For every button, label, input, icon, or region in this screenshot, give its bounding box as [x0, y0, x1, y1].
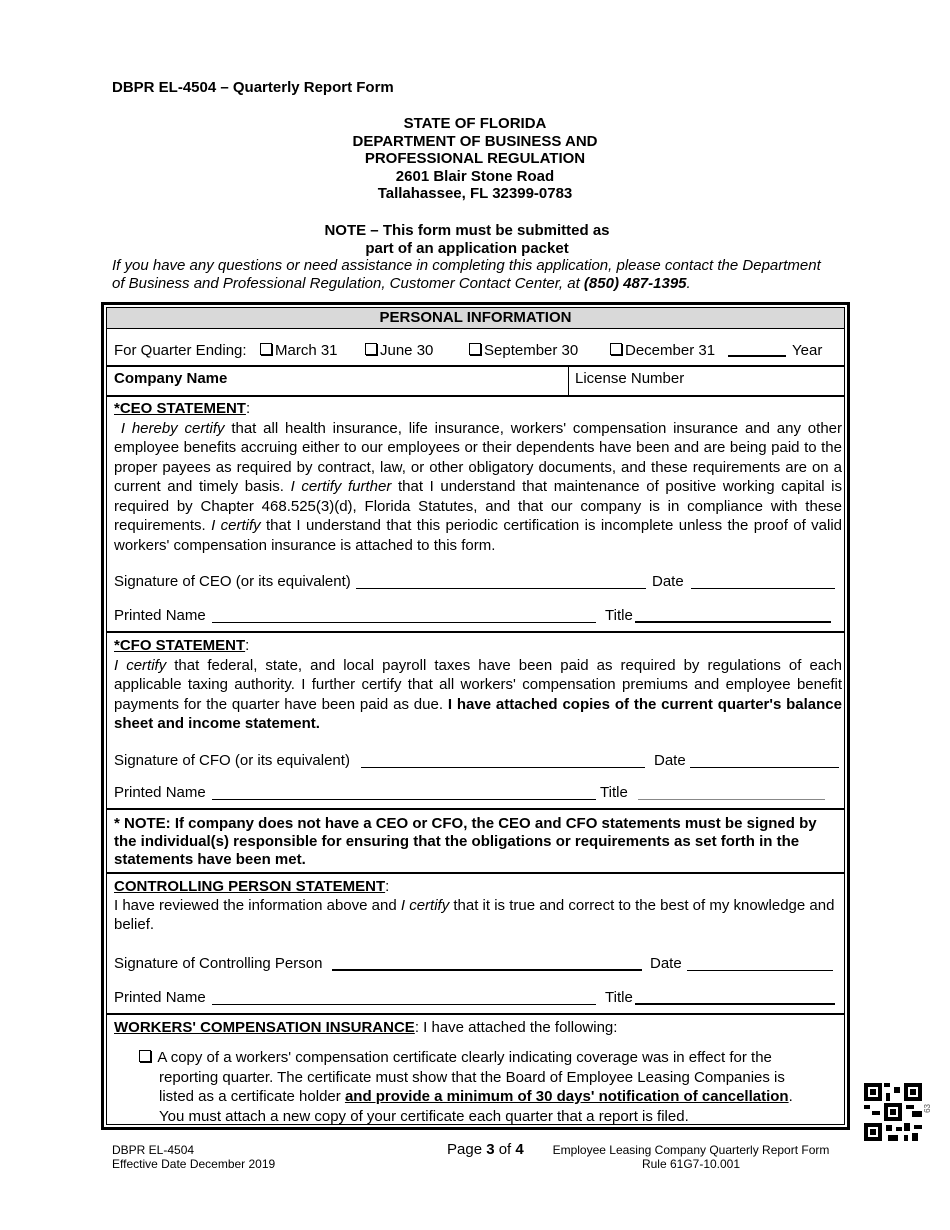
- divider: [107, 808, 844, 810]
- divider: [107, 395, 844, 397]
- controlling-em: I certify: [400, 897, 450, 914]
- ceo-cfo-note: * NOTE: If company does not have a CEO or CFO, the CEO and CFO statements must be signed by the individual(s) responsible for ensuring that the obligations or requirements as set forth in the statements have been met.: [114, 815, 817, 868]
- controlling-date-label: Date: [650, 955, 682, 972]
- ceo-text-2: that I understand that maintenance of positive working capital is required by Chapter 468.525(3)(d), Florida Statutes, and that our company is in compliance with these requirements.: [114, 478, 842, 534]
- form-inner: [106, 307, 845, 1125]
- checkbox-icon[interactable]: [365, 343, 377, 355]
- footer-form-title: Employee Leasing Company Quarterly Report Form: [552, 1143, 830, 1157]
- quarter-september[interactable]: [469, 342, 578, 359]
- footer-rule: Rule 61G7-10.001: [641, 1157, 741, 1171]
- page-current: 3: [486, 1141, 495, 1158]
- workers-comp-line: [139, 1087, 839, 1107]
- checkbox-icon[interactable]: [469, 343, 481, 355]
- ceo-text-3: that I understand that this periodic certification is incomplete unless the proof of valid workers' compensation insurance is attached to this form.: [114, 517, 843, 554]
- agency-line: STATE OF FLORIDA: [403, 115, 547, 132]
- cfo-date-label: Date: [654, 752, 686, 769]
- cfo-title-field[interactable]: [638, 799, 825, 800]
- footer-left: [112, 1143, 275, 1171]
- cfo-heading: *CFO STATEMENT: [114, 637, 246, 654]
- quarter-march[interactable]: [260, 342, 338, 359]
- quarter-december-label: December 31: [625, 342, 716, 359]
- cfo-text-1: that federal, state, and local payroll taxes have been paid as required by regulations of each applicable taxing authority. I further certify that all workers' compensation premiums and employee benefit payments for the quarter have been paid as due.: [114, 656, 842, 713]
- company-name-label: Company Name: [114, 370, 228, 387]
- cfo-bold-text: I have attached copies of the current quarter's balance sheet and income statement.: [114, 695, 842, 732]
- personal-info-header: PERSONAL INFORMATION: [107, 308, 844, 329]
- controlling-text-2: that it is true and correct to the best of my knowledge and belief.: [114, 897, 835, 933]
- ceo-date-label: Date: [652, 573, 684, 590]
- ceo-statement: [114, 399, 842, 555]
- quarter-december[interactable]: [610, 342, 715, 359]
- help-text: [112, 257, 832, 293]
- controlling-date-field[interactable]: [687, 970, 833, 971]
- ceo-signature-field[interactable]: [356, 588, 646, 589]
- workers-comp-item: [139, 1048, 839, 1126]
- year-label: Year: [792, 342, 823, 359]
- divider: [107, 631, 844, 633]
- form-id: DBPR EL-4504 – Quarterly Report Form: [112, 79, 394, 96]
- year-field[interactable]: [728, 355, 786, 357]
- cfo-em-1: I certify: [114, 656, 167, 674]
- ceo-printed-name-label: Printed Name: [114, 607, 206, 624]
- agency-address: [0, 115, 950, 203]
- workers-comp-line: You must attach a new copy of your certificate each quarter that a report is filed.: [159, 1107, 689, 1125]
- quarter-march-label: March 31: [275, 342, 338, 359]
- cfo-date-field[interactable]: [690, 767, 839, 768]
- ceo-title-field[interactable]: [635, 621, 831, 623]
- page-of: of: [494, 1141, 516, 1158]
- ceo-printed-name-field[interactable]: [212, 622, 596, 623]
- footer-effective-date: Effective Date December 2019: [112, 1157, 276, 1171]
- controlling-statement: [114, 877, 842, 934]
- barcode-number: 63: [923, 1104, 932, 1113]
- controlling-heading: CONTROLLING PERSON STATEMENT: [114, 878, 386, 895]
- quarter-september-label: September 30: [484, 342, 579, 359]
- controlling-signature-field[interactable]: [332, 969, 642, 971]
- cancellation-notice: and provide a minimum of 30 days' notification of cancellation: [344, 1088, 789, 1105]
- workers-comp-intro: [114, 1019, 617, 1036]
- cfo-title-label: Title: [600, 784, 628, 801]
- page-number: [447, 1141, 524, 1158]
- footer-form-code: DBPR EL-4504: [112, 1143, 195, 1157]
- quarter-june-label: June 30: [380, 342, 434, 359]
- ceo-date-field[interactable]: [691, 588, 835, 589]
- divider: [568, 367, 569, 396]
- workers-comp-text: .: [788, 1088, 793, 1105]
- ceo-text-1: that all health insurance, life insurance, workers' compensation insurance and any other employee benefits accruing either to our employees or their dependents have been and are being paid to the proper payees as required by contract, law, or other obligatory documents, and these requirements are on a current and timely basis.: [114, 419, 842, 495]
- ceo-heading: *CEO STATEMENT: [114, 400, 246, 417]
- agency-line: Tallahassee, FL 32399-0783: [377, 185, 573, 202]
- cfo-printed-name-field[interactable]: [212, 799, 596, 800]
- form-box: [101, 302, 850, 1130]
- note-line: part of an application packet: [365, 240, 569, 257]
- page-word: Page: [447, 1141, 487, 1158]
- agency-line: PROFESSIONAL REGULATION: [364, 150, 586, 167]
- cfo-printed-name-label: Printed Name: [114, 784, 206, 801]
- workers-comp-intro-text: : I have attached the following:: [414, 1019, 618, 1036]
- checkbox-icon[interactable]: [610, 343, 622, 355]
- workers-comp-text: listed as a certificate holder: [159, 1088, 345, 1105]
- cfo-signature-field[interactable]: [361, 767, 645, 768]
- divider: [107, 1013, 844, 1015]
- controlling-title-label: Title: [605, 989, 633, 1006]
- help-text-body: If you have any questions or need assistance in completing this application, please contact the Department of Business and Professional Regulation, Customer Contact Center, at: [112, 257, 821, 292]
- ceo-title-label: Title: [605, 607, 633, 624]
- quarter-june[interactable]: [365, 342, 433, 359]
- checkbox-icon[interactable]: [260, 343, 272, 355]
- controlling-text-1: I have reviewed the information above and: [114, 897, 401, 914]
- license-number-label: License Number: [575, 370, 685, 387]
- controlling-printed-name-label: Printed Name: [114, 989, 206, 1006]
- quarter-row: [114, 342, 247, 359]
- agency-line: DEPARTMENT OF BUSINESS AND: [352, 132, 598, 150]
- workers-comp-heading: WORKERS' COMPENSATION INSURANCE: [114, 1019, 415, 1036]
- ceo-signature-label: Signature of CEO (or its equivalent): [114, 573, 351, 590]
- checkbox-icon[interactable]: [139, 1050, 151, 1062]
- footer-right: [548, 1143, 834, 1171]
- ceo-em-1: I hereby certify: [120, 419, 225, 437]
- agency-line: 2601 Blair Stone Road: [395, 167, 555, 185]
- cfo-colon: :: [245, 637, 250, 654]
- phone-number: (850) 487-1395: [583, 275, 687, 292]
- controlling-title-field[interactable]: [635, 1003, 835, 1005]
- divider: [107, 872, 844, 874]
- controlling-colon: :: [385, 878, 390, 895]
- divider: [107, 365, 844, 367]
- workers-comp-line: reporting quarter. The certificate must show that the Board of Employee Leasing Companies is: [159, 1068, 785, 1086]
- page-total: 4: [515, 1141, 524, 1158]
- cfo-statement: [114, 636, 842, 734]
- ceo-colon: :: [245, 400, 251, 417]
- cfo-signature-label: Signature of CFO (or its equivalent): [114, 752, 350, 769]
- submission-note: [0, 222, 934, 258]
- help-text-end: .: [686, 275, 691, 292]
- barcode-icon: [864, 1083, 922, 1141]
- controlling-signature-label: Signature of Controlling Person: [114, 955, 323, 972]
- workers-comp-line: A copy of a workers' compensation certificate clearly indicating coverage was in effect for the: [157, 1049, 772, 1066]
- controlling-printed-name-field[interactable]: [212, 1004, 596, 1005]
- note-line: NOTE – This form must be submitted as: [324, 222, 610, 239]
- quarter-label: For Quarter Ending:: [114, 342, 247, 359]
- ceo-em-3: I certify: [211, 517, 261, 534]
- ceo-em-2: I certify further: [290, 478, 392, 495]
